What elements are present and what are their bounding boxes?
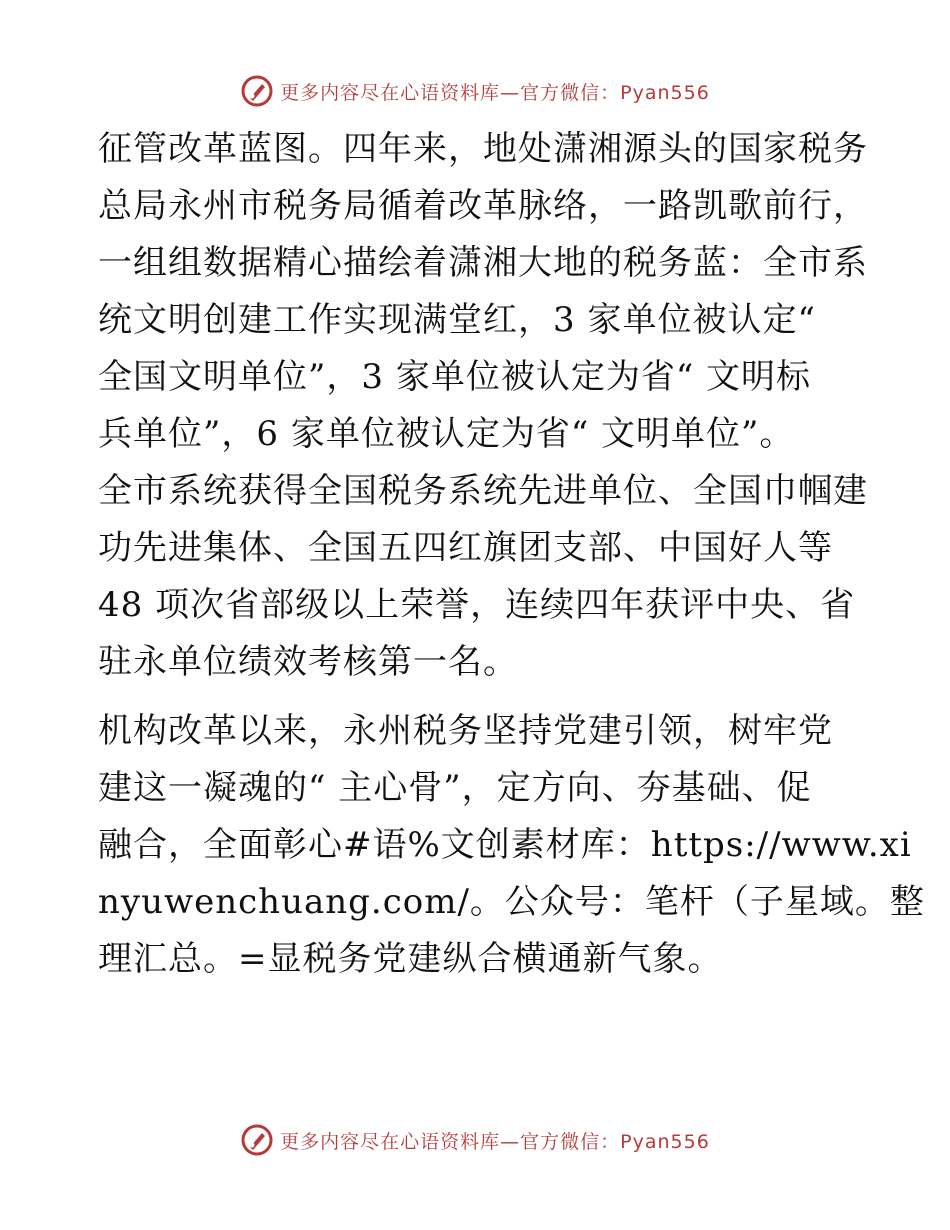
text-line: 融合，全面彰心#语%文创素材库：https://www.xi: [98, 825, 912, 865]
watermark-text: 更多内容尽在心语资料库—官方微信：Pyan556: [280, 81, 710, 104]
text-line: 全国文明单位”，3 家单位被认定为省“ 文明标: [98, 357, 812, 397]
text-line: 建这一凝魂的“ 主心骨”，定方向、夯基础、促: [98, 768, 812, 808]
text-line: 一组组数据精心描绘着潇湘大地的税务蓝：全市系: [98, 243, 868, 283]
header-watermark: [0, 71, 950, 111]
text-line: 功先进集体、全国五四红旗团支部、中国好人等: [98, 528, 833, 568]
text-line: 总局永州市税务局循着改革脉络，一路凯歌前行，: [98, 186, 868, 226]
text-line: 48 项次省部级以上荣誉，连续四年获评中央、省: [98, 585, 856, 625]
text-line: 兵单位”，6 家单位被认定为省“ 文明单位”。: [98, 414, 795, 454]
text-line: 全市系统获得全国税务系统先进单位、全国巾帼建: [98, 471, 868, 511]
text-line: 理汇总。=显税务党建纵合横通新气象。: [98, 939, 723, 979]
paragraph-1: [98, 121, 868, 691]
text-line: 驻永单位绩效考核第一名。: [98, 642, 518, 682]
document-body: [98, 121, 925, 988]
text-line: 机构改革以来，永州税务坚持党建引领，树牢党: [98, 711, 833, 751]
paragraph-2: [98, 703, 925, 988]
watermark-text: 更多内容尽在心语资料库—官方微信：Pyan556: [280, 1130, 710, 1153]
footer-watermark: [0, 1120, 950, 1160]
pen-logo-icon: [240, 1123, 274, 1157]
text-line: nyuwenchuang.com/。公众号：笔杆（子星域。整: [98, 882, 925, 922]
text-line: 统文明创建工作实现满堂红，3 家单位被认定“: [98, 300, 816, 340]
paragraph-spacer: [98, 691, 858, 703]
pen-logo-icon: [240, 74, 274, 108]
text-line: 征管改革蓝图。四年来，地处潇湘源头的国家税务: [98, 129, 868, 169]
